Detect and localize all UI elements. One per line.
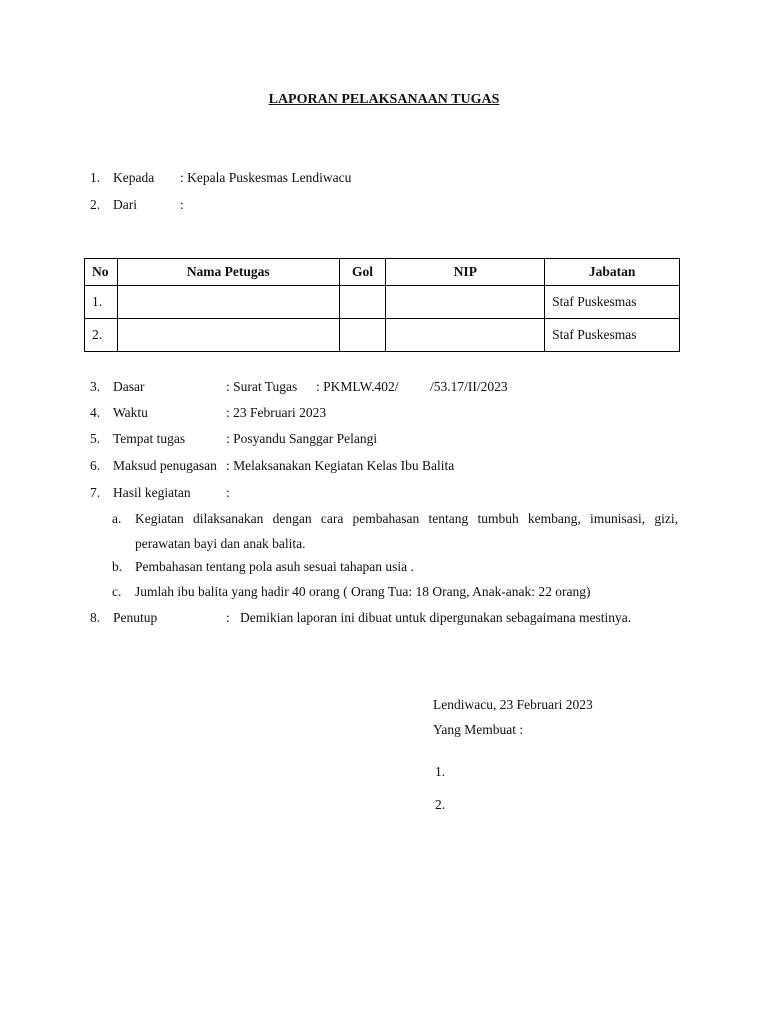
field-label: Dari: [113, 197, 137, 212]
field-value: : Melaksanakan Kegiatan Kelas Ibu Balita: [226, 458, 455, 473]
field-value: :: [226, 485, 230, 500]
field-value: :: [226, 610, 230, 625]
document-title: LAPORAN PELAKSANAAN TUGAS: [268, 92, 500, 107]
field-value: : Posyandu Sanggar Pelangi: [226, 431, 378, 446]
cell-no: 2.: [85, 319, 118, 352]
field-label: Tempat tugas: [113, 431, 186, 446]
header-nip: NIP: [386, 259, 545, 286]
field-number: 1.: [90, 170, 101, 185]
cell-nip: [386, 286, 545, 319]
table-row: [85, 319, 680, 352]
list-letter: b.: [112, 559, 123, 574]
signatory-1: 1.: [435, 764, 446, 779]
header-gol: Gol: [339, 259, 386, 286]
field-number: 6.: [90, 458, 101, 473]
field-number: 2.: [90, 197, 101, 212]
cell-nip: [386, 319, 545, 352]
field-label: Penutup: [113, 610, 158, 625]
cell-gol: [339, 319, 386, 352]
field-label: Maksud penugasan: [113, 458, 217, 473]
field-value-number: : PKMLW.402/: [316, 379, 399, 394]
header-jabatan: Jabatan: [545, 259, 680, 286]
field-number: 3.: [90, 379, 101, 394]
field-value: :: [180, 197, 184, 212]
cell-no: 1.: [85, 286, 118, 319]
field-value: : 23 Februari 2023: [226, 405, 327, 420]
table-header-row: [85, 259, 680, 286]
place-date: Lendiwacu, 23 Februari 2023: [433, 697, 593, 712]
cell-jabatan: Staf Puskesmas: [545, 319, 680, 352]
list-text: Kegiatan dilaksanakan dengan cara pembahasan tentang tumbuh kembang, imunisasi, gizi,: [135, 511, 678, 526]
cell-gol: [339, 286, 386, 319]
cell-jabatan: Staf Puskesmas: [545, 286, 680, 319]
table-row: [85, 286, 680, 319]
field-number: 7.: [90, 485, 101, 500]
field-number: 4.: [90, 405, 101, 420]
field-label: Hasil kegiatan: [113, 485, 191, 500]
list-letter: c.: [112, 584, 122, 599]
field-label: Waktu: [113, 405, 148, 420]
made-by-label: Yang Membuat :: [433, 722, 524, 737]
list-text-continued: perawatan bayi dan anak balita.: [135, 536, 306, 551]
header-nama-petugas: Nama Petugas: [117, 259, 339, 286]
header-no: No: [85, 259, 118, 286]
field-number: 5.: [90, 431, 101, 446]
list-letter: a.: [112, 511, 122, 526]
signatory-2: 2.: [435, 797, 446, 812]
field-value: : Kepala Puskesmas Lendiwacu: [180, 170, 352, 185]
field-value: : Surat Tugas: [226, 379, 298, 394]
field-label: Dasar: [113, 379, 145, 394]
cell-nama: [117, 286, 339, 319]
field-value-number-suffix: /53.17/II/2023: [430, 379, 508, 394]
staff-table: [84, 258, 680, 352]
cell-nama: [117, 319, 339, 352]
list-text: Pembahasan tentang pola asuh sesuai tahapan usia .: [135, 559, 414, 574]
field-label: Kepada: [113, 170, 155, 185]
closing-text: Demikian laporan ini dibuat untuk dipergunakan sebagaimana mestinya.: [240, 610, 632, 625]
field-number: 8.: [90, 610, 101, 625]
list-text: Jumlah ibu balita yang hadir 40 orang ( Orang Tua: 18 Orang, Anak-anak: 22 orang): [135, 584, 591, 599]
